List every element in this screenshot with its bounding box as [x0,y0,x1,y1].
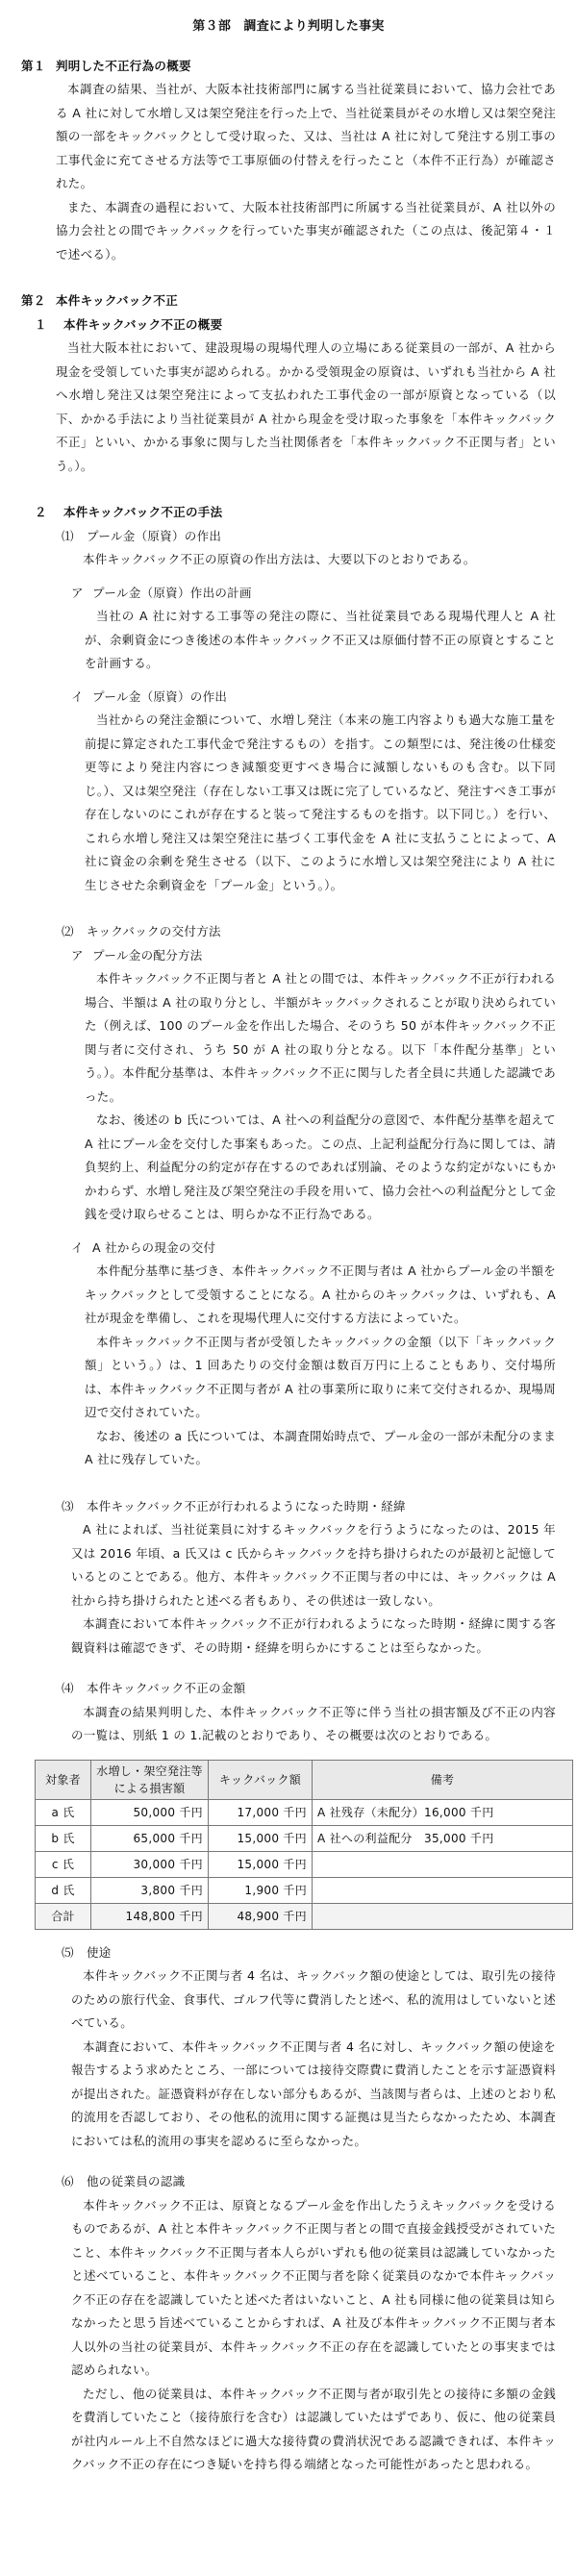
item-number: ア [71,585,84,600]
paragraph: 本件キックバック不正関与者 4 名は、キックバック額の使途としては、取引先の接待のための旅行代金、食事代、ゴルフ代等に費消したと述べ、私的流用はしていないと述べている。 [71,1968,556,2030]
clause-3-heading [62,1495,556,1519]
table-cell: a 氏 [36,1799,91,1825]
clause-title: プール金（原資）の作出 [87,528,222,543]
section-number: 第１ [21,58,46,73]
table-header-row [36,1760,573,1799]
paragraph: ただし、他の従業員は、本件キックバック不正関与者が取引先との接待に多額の金銭を費消していたこと（接待旅行を含む）は認識していたはずであり、仮に、他の従業員が社内ルール上不自然なほどに過大な接待費の費消状況である認識できれば、本件キックバック不正の存在につき疑いを持ち得る端緒となった可能性があったと思われる。 [71,2386,556,2471]
clause-1-heading [62,525,556,549]
clause-title: 本件キックバック不正が行われるようになった時期・経緯 [87,1498,406,1513]
paragraph: 本件キックバック不正関与者が受領したキックバックの金額（以下「キックバック額」という。）は、1 回あたりの交付金額は数百万円に上ることもあり、交付場所は、本件キックバック不正関与者が A 社の事業所に取りに来て交付されるか、現場周辺で交付されていた。 [85,1334,556,1419]
paragraph: A 社によれば、当社従業員に対するキックバックを行うようになったのは、2015 年又は 2016 年頃、a 氏又は c 氏からキックバックを持ち掛けられたのが最初と記憶しているとのことである。他方、本件キックバック不正関与者の中には、キックバックは A 社から持ち掛けられたと述べる者もあり、その供述は一致しない。 [71,1522,556,1608]
table-row [36,1877,573,1903]
item-title: プール金（原資）作出の計画 [92,585,252,600]
table-header-cell: 対象者 [36,1760,91,1799]
clause-title: 本件キックバック不正の金額 [87,1681,246,1695]
item-number: イ [71,1239,84,1255]
paragraph: なお、後述の a 氏については、本調査開始時点で、プール金の一部が未配分のまま A 社に残存していた。 [85,1428,556,1466]
subsection-number: ２ [35,505,47,519]
item-a-heading [71,582,556,606]
item-a-heading [71,944,556,968]
table-cell [313,1903,573,1929]
table-cell: 148,800 千円 [91,1903,209,1929]
table-cell: A 社残存（未配分）16,000 千円 [313,1799,573,1825]
clause-number: ⑶ [62,1498,74,1513]
table-cell: 1,900 千円 [209,1877,313,1903]
damage-table [35,1760,573,1930]
table-cell: b 氏 [36,1825,91,1851]
table-cell: 17,000 千円 [209,1799,313,1825]
table-cell: 15,000 千円 [209,1825,313,1851]
page-title: 第３部 調査により判明した事実 [192,19,385,34]
section-number: 第２ [21,293,46,308]
table-row [36,1851,573,1877]
table-total-row [36,1903,573,1929]
section-2-heading [21,289,556,313]
clause-title: 他の従業員の認識 [87,2174,186,2188]
item-title: プール金（原資）の作出 [92,688,228,704]
subsection-number: １ [35,316,47,332]
clause-4-heading [62,1677,556,1701]
subsection-title: 本件キックバック不正の手法 [63,505,223,519]
table-row [36,1825,573,1851]
clause-number: ⑷ [62,1681,74,1695]
clause-title: 使途 [87,1944,112,1960]
clause-2-heading [62,920,556,944]
table-row [36,1799,573,1825]
table-cell: 50,000 千円 [91,1799,209,1825]
item-title: プール金の配分方法 [92,947,203,963]
paragraph: なお、後述の b 氏については、A 社への利益配分の意図で、本件配分基準を超えて A 社にプール金を交付した事案もあった。この点、上記利益配分行為に関しては、請負契約上、利益配分の約定が存在するのであれば別論、そのような約定がないにもかかわらず、水増し発注及び架空発注の手段を用いて、協力会社への利益配分として金銭を受け取らせることは、明らかな不正行為である。 [85,1113,556,1221]
subsection-2-heading [35,501,556,525]
table-cell: d 氏 [36,1877,91,1903]
clause-number: ⑴ [62,528,74,543]
paragraph: 本件キックバック不正関与者と A 社との間では、本件キックバック不正が行われる場合、半額は A 社の取り分とし、半額がキックバックされることが取り決められていた（例えば、100 のプール金を作出した場合、そのうち 50 が本件キックバック不正関与者に交付され、うち 50 が A 社の取り分となる。以下「本件配分基準」という。）。本件配分基準は、本件キックバック不正に関与した者全員に共通した認識であった。 [85,971,556,1104]
subsection-title: 本件キックバック不正の概要 [63,316,223,332]
table-header-cell: 備考 [313,1760,573,1799]
paragraph: 当社大阪本社において、建設現場の現場代理人の立場にある従業員の一部が、A 社から現金を受領していた事実が認められる。かかる受領現金の原資は、いずれも当社から A 社へ水増し発注又は架空発注によって支払われた工事代金の一部が原資となっている（以下、かかる手法により当社従業員が A 社から現金を受け取った事象を「本件キックバック不正」といい、かかる事象に関与した当社関係者を「本件キックバック不正関与者」という。）。 [56,340,556,473]
table-cell: A 社への利益配分 35,000 千円 [313,1825,573,1851]
paragraph: 本件配分基準に基づき、本件キックバック不正関与者は A 社からプール金の半額をキックバックとして受領することになる。A 社からのキックバックは、いずれも、A 社が現金を準備し、これを現場代理人に交付する方法によっていた。 [85,1263,556,1325]
table-cell: 65,000 千円 [91,1825,209,1851]
item-i-heading [71,686,556,710]
clause-number: ⑹ [62,2174,74,2188]
paragraph: 本調査の結果判明した、本件キックバック不正等に伴う当社の損害額及び不正の内容の一覧は、別紙 1 の 1.記載のとおりであり、その概要は次のとおりである。 [71,1704,556,1742]
table-header-cell: キックバック額 [209,1760,313,1799]
table-cell: c 氏 [36,1851,91,1877]
paragraph: また、本調査の過程において、大阪本社技術部門に所属する当社従業員が、A 社以外の協力会社との間でキックバックを行っていた事実が確認された（この点は、後記第４・１で述べる）。 [56,199,556,262]
paragraph: 本件キックバック不正の原資の作出方法は、大要以下のとおりである。 [83,552,476,566]
item-i-heading [71,1237,556,1261]
clause-number: ⑸ [62,1944,74,1960]
table-cell: 15,000 千円 [209,1851,313,1877]
table-cell: 合計 [36,1903,91,1929]
table-header-cell: 水増し・架空発注等による損害額 [91,1760,209,1799]
section-title: 判明した不正行為の概要 [56,58,191,73]
table-cell [313,1877,573,1903]
table-cell [313,1851,573,1877]
table-cell: 3,800 千円 [91,1877,209,1903]
clause-6-heading [62,2170,556,2194]
paragraph: 当社の A 社に対する工事等の発注の際に、当社従業員である現場代理人と A 社が、余剰資金につき後述の本件キックバック不正又は原価付替不正の原資とすることを計画する。 [85,609,556,670]
table-cell: 30,000 千円 [91,1851,209,1877]
subsection-1-heading [35,313,556,338]
section-title: 本件キックバック不正 [56,293,179,308]
clause-5-heading [62,1941,556,1965]
item-number: ア [71,947,84,963]
clause-title: キックバックの交付方法 [87,924,221,938]
paragraph: 本調査の結果、当社が、大阪本社技術部門に属する当社従業員において、協力会社である A 社に対して水増し又は架空発注を行った上で、当社従業員がその水増し又は架空発注額の一部をキックバックとして受け取った、又は、当社は A 社に対して発注する別工事の工事代金に充てさせる方法等で工事原価の付替えを行ったこと（本件不正行為）が確認された。 [56,82,556,190]
paragraph: 当社からの発注金額について、水増し発注（本来の施工内容よりも過大な施工量を前提に算定された工事代金で発注するもの）を指す。この類型には、発注後の仕様変更等により発注内容につき減額変更すべき場合に減額しないものも含む。以下同じ。）、又は架空発注（存在しない工事又は既に完了しているなど、発注すべき工事が存在しないのにこれが存在すると装って発注するものを指す。以下同じ。）を行い、これら水増し発注又は架空発注に基づく工事代金を A 社に支払うことによって、A 社に資金の余剰を発生させる（以下、このように水増し又は架空発注により A 社に生じさせた余剰資金を「プール金」という。）。 [85,713,556,892]
paragraph: 本件キックバック不正は、原資となるプール金を作出したうえキックバックを受けるものであるが、A 社と本件キックバック不正関与者との間で直接金銭授受がされていたこと、本件キックバック不正関与者本人らがいずれも他の従業員は認識していなかったと述べていること、本件キックバック不正関与者を除く従業員のなかで本件キックバック不正の存在を認識していたと述べた者はいないこと、A 社も同様に他の従業員は知らなかったと思う旨述べていることからすれば、A 社及び本件キックバック不正関与者本人以外の当社の従業員が、本件キックバック不正の存在を認識していたとの事実までは認められない。 [71,2197,556,2377]
section-1-heading [21,55,556,79]
item-title: A 社からの現金の交付 [92,1239,216,1255]
paragraph: 本調査において本件キックバック不正が行われるようになった時期・経緯に関する客観資料は確認できず、その時期・経緯を明らかにすることは至らなかった。 [71,1616,556,1655]
table-cell: 48,900 千円 [209,1903,313,1929]
item-number: イ [71,688,84,704]
paragraph: 本調査において、本件キックバック不正関与者 4 名に対し、キックバック額の使途を報告するよう求めたところ、一部については接待交際費に費消したことを示す証憑資料が提出された。証憑資料が存在しない部分もあるが、当該関与者らは、上述のとおり私的流用を否認しており、その他私的流用に関する証拠は見当たらなかったため、本調査においては私的流用の事実を認めるに至らなかった。 [71,2038,556,2148]
clause-number: ⑵ [62,924,74,938]
